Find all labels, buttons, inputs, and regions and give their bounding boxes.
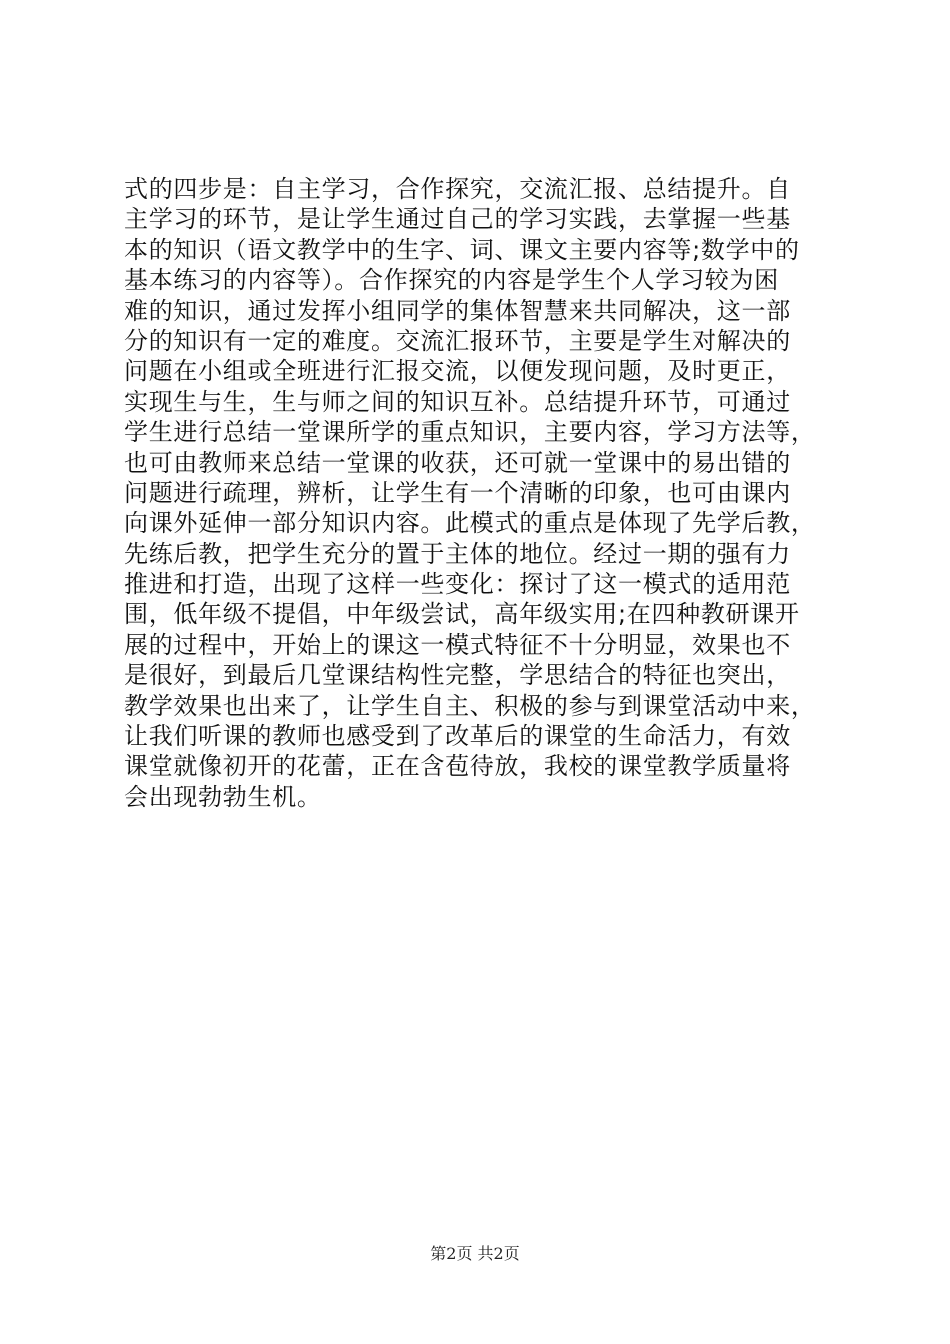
text-line: 向课外延伸一部分知识内容。此模式的重点是体现了先学后教，: [124, 509, 816, 538]
text-line: 是很好，到最后几堂课结构性完整，学思结合的特征也突出，: [124, 661, 791, 690]
text-line: 问题进行疏理，辨析，让学生有一个清晰的印象，也可由课内: [124, 478, 791, 507]
text-line: 基本练习的内容等）。合作探究的内容是学生个人学习较为困: [124, 266, 779, 295]
text-line: 会出现勃勃生机。: [124, 782, 322, 811]
text-line: 学生进行总结一堂课所学的重点知识，主要内容，学习方法等，: [124, 418, 816, 447]
page-footer: [0, 1244, 950, 1264]
text-line: 教学效果也出来了，让学生自主、积极的参与到课堂活动中来，: [124, 691, 816, 720]
text-line: 实现生与生，生与师之间的知识互补。总结提升环节，可通过: [124, 387, 791, 416]
text-line: 也可由教师来总结一堂课的收获，还可就一堂课中的易出错的: [124, 448, 791, 477]
text-line: 先练后教，把学生充分的置于主体的地位。经过一期的强有力: [124, 539, 791, 568]
text-line: 推进和打造，出现了这样一些变化：探讨了这一模式的适用范: [124, 570, 791, 599]
text-line: 难的知识，通过发挥小组同学的集体智慧来共同解决，这一部: [124, 296, 791, 325]
text-line: 让我们听课的教师也感受到了改革后的课堂的生命活力，有效: [124, 722, 791, 751]
text-line: 式的四步是：自主学习，合作探究，交流汇报、总结提升。自: [124, 175, 791, 203]
text-line: 展的过程中，开始上的课这一模式特征不十分明显，效果也不: [124, 630, 791, 659]
text-line: 问题在小组或全班进行汇报交流，以便发现问题，及时更正，: [124, 357, 791, 386]
text-line: 主学习的环节，是让学生通过自己的学习实践，去掌握一些基: [124, 205, 791, 234]
page-number-label: 第2页 共2页: [430, 1244, 520, 1263]
text-line: 分的知识有一定的难度。交流汇报环节，主要是学生对解决的: [124, 326, 791, 355]
text-line: 课堂就像初开的花蕾，正在含苞待放，我校的课堂教学质量将: [124, 752, 791, 781]
body-paragraph: [124, 174, 844, 812]
text-line: 围，低年级不提倡，中年级尝试，高年级实用;在四种教研课开: [124, 600, 800, 629]
text-line: 本的知识（语文教学中的生字、词、课文主要内容等;数学中的: [124, 235, 800, 264]
